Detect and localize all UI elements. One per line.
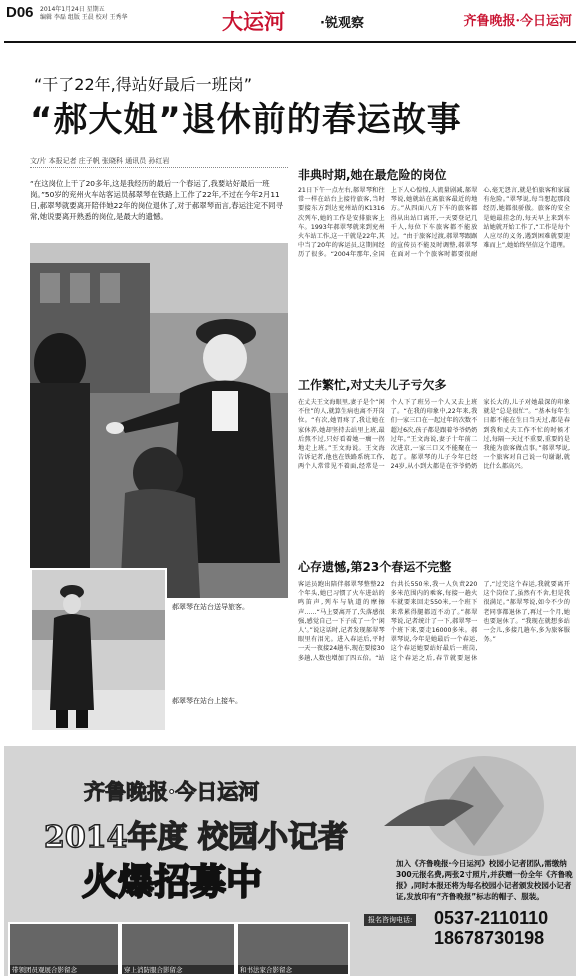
- inset-photo-caption: 郝翠琴在站台上接车。: [172, 697, 242, 705]
- article-kicker: “干了22年,得站好最后一班岗”: [34, 75, 253, 94]
- inset-photo: [30, 568, 167, 732]
- section-3-heading: 心存遗憾,第23个春运不完整: [298, 560, 452, 574]
- section-2-text: 在丈夫王文海眼里,妻子是个“闲不住”的人,就算生病也离不开岗位。“有次,她胃疼了,我让她在家休养,她却坚持去站里上班,最后熬不过,只好看着她一瘸一拐地走上班。”王文海说。王文海告诉记者,他也在铁路系统工作,两个人常常见不着面,经常是一个人下了班另一个人又去上班了。“在我的印象中,22年来,我们一家三口在一起过年的次数不超过6次,孩子都是跟着爷爷奶奶过年。”王文海说,妻子十年前二次进京,一家三口又不能聚在一起了。郝翠琴的儿子今年已经24岁,从小到大都是在爷爷奶奶家长大的,儿子对她最深的印象就是“总是很忙”。“基本每年生日都不能在生日当天过,都是春到我和丈夫工作不忙的时候才过,每隔一天过不重要,重要的是我能为旅客做点事。”郝翠琴说,一个旅客对自己说一句谢谢,就比什么都高兴。: [298, 399, 570, 471]
- section-1-text: 21日下午一点左右,郝翠琴和往常一样在站台上接待旅客,当时要接东方到达兖州站的K1316次列车,她的工作是安排旅客上车。1993年郝翠琴就来到兖州火车站工作,这一干就是22年,其中当了20年的客运员,这期间经历了很多。“2004年那年,全国上下人心惶惶,人流量剧减,郝翠琴说,她就站在离旅客最近的地方。”从四面八方下车的旅客都得从出站口离开,一天要登记几千人,每位下车旅客都不能放过。“由于旅客过渡,郝翠琴跟踞的宣传员不能及时调整,郝翠琴在面对一个个旅客时都要很耐心,毫无怨言,就是怕旅客和家属有危险。”翠琴说,每当想起那段经历,她都很骄傲。旅客的安全是她最挂念的,每天早上来到车站她就开始工作了,“工作是每个人应尽的义务,遇到困难就要迎难而上”,她始终坚信这个道理。: [298, 187, 570, 259]
- header-rule: [4, 41, 576, 43]
- issue-date: 2014年1月24日 星期五: [40, 6, 105, 13]
- section-masthead: 大运河: [222, 9, 285, 34]
- article-headline: “郝大姐”退休前的春运故事: [30, 100, 462, 140]
- phone-number: 0537-2110110: [434, 908, 549, 928]
- section-2-heading: 工作繁忙,对丈夫儿子亏欠多: [298, 378, 447, 392]
- issue-meta: [40, 6, 128, 22]
- ad-title: 2014年度 校园小记者: [44, 820, 348, 855]
- mobile-number: 18678730198: [434, 928, 545, 948]
- ad-photo-1-caption: 带领团员观展合影留念: [10, 965, 118, 974]
- newspaper-brand: 齐鲁晚报·今日运河: [463, 14, 572, 29]
- column-name: ·锐观察: [320, 16, 364, 31]
- ad-phones: [434, 908, 548, 948]
- ad-photo-1: [8, 922, 120, 976]
- article-lead: “在这岗位上干了20多年,这是我经历的最后一个春运了,我要站好最后一班岗。”50岁的兖州火车站客运员郝翠琴在铁路上工作了22年,不过在今年2月11日,郝翠琴就要离开陪伴她22年的岗位退休了,对于郝翠琴而言,春运注定不同寻常,她说要离开熟悉的岗位,是最大的遗憾。: [30, 179, 283, 221]
- ad-photo-3-caption: 和书法家合影留念: [238, 965, 348, 974]
- article-byline: 文/片 本报记者 庄子帆 张晓科 通讯员 孙红岩: [30, 157, 170, 165]
- ad-slogan: 火爆招募中: [82, 861, 263, 903]
- editor-credits: 编辑 李磊 组版 王晨 校对 王秀华: [40, 14, 128, 21]
- section-1-heading: 非典时期,她在最危险的岗位: [298, 168, 447, 182]
- ad-photo-3: [236, 922, 350, 976]
- main-photo-caption: 郝翠琴在站台送导旅客。: [172, 603, 249, 611]
- main-photo: [30, 243, 288, 598]
- ad-photo-2: [120, 922, 236, 976]
- page-header: [0, 0, 580, 48]
- platform-image: [32, 570, 165, 730]
- ad-brand: 齐鲁晚报·今日运河: [84, 779, 260, 804]
- divider: [30, 167, 288, 168]
- section-3-text: 客运员跑出陪伴郝翠琴整整22个年头,她已习惯了火车进站的鸣笛声,列车与轨道的摩擦声……“马上要离开了,失落感很强,感觉自己一下子成了一个‘闲人’。”说这话时,记者发现郝翠琴眼里有泪光。进入春运后,平时一天一夜接24趟车,现在要接30多趟,人数也增加了四五倍。“站台共长550米,我一人负责220多米范围内的乘客,每接一趟火车就要来回走550米,一个班下来常累得腿都迈不动了。”郝翠琴说,记者统计了一下,郝翠琴一个班下来,要走16000多米。郝翠琴说,今年是她最后一个春运,这个春运她要站好最后一班岗,这个春运之后,春节就要退休了,“过完这个春运,我就要离开这个岗位了,虽然有不舍,但是我很满足。”郝翠琴说,如今不少的老同事都退休了,再过一个月,她也要退休了。“我现在就想多站一会儿,多接几趟车,多为旅客服务。”: [298, 581, 570, 662]
- recruitment-ad: [4, 746, 576, 976]
- ad-photo-2-caption: 穿上消防服合影留念: [122, 965, 234, 974]
- page-number: D06: [6, 4, 34, 21]
- station-scene-image: [30, 243, 288, 598]
- ad-body: 加入《齐鲁晚报·今日运河》校园小记者团队,需缴纳300元报名费,两张2寸照片,并获赠一份全年《齐鲁晚报》,同时本报还将为每名校园小记者颁发校园小记者证,发放印有“齐鲁晚报”标志的帽子、服装。: [396, 859, 573, 901]
- hotline-label: 报名咨询电话:: [364, 914, 416, 926]
